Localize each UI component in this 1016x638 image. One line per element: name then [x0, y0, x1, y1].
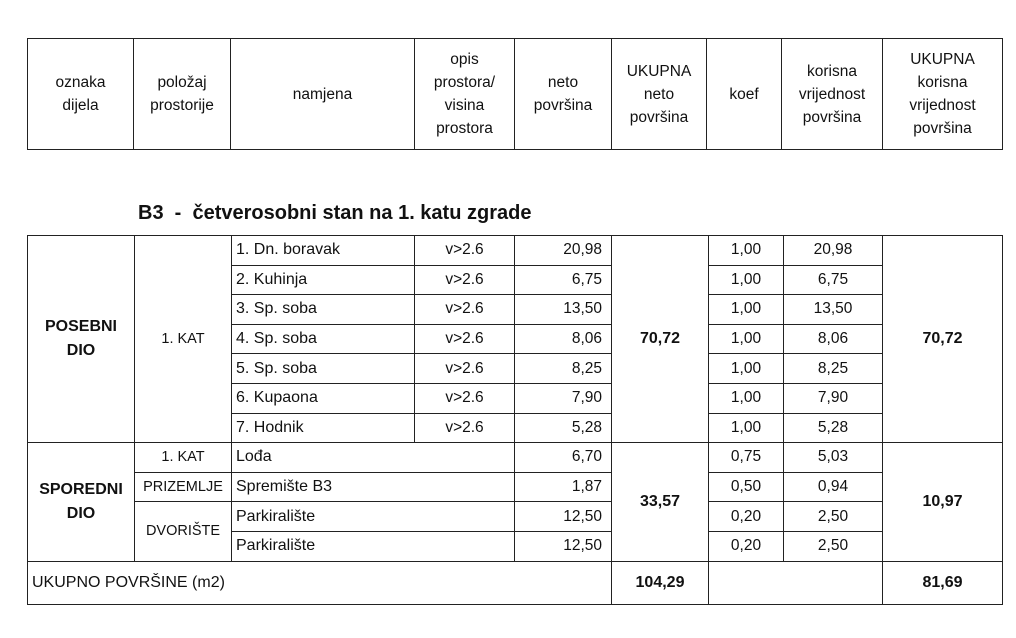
room-desc: v>2.6 — [415, 413, 515, 443]
room-name: 4. Sp. soba — [232, 324, 415, 354]
room-name: 2. Kuhinja — [232, 265, 415, 295]
room-name: Parkiralište — [232, 531, 515, 561]
room-neto: 1,87 — [515, 472, 612, 502]
table-row — [28, 502, 1003, 532]
room-korisna: 5,03 — [784, 443, 883, 473]
room-desc: v>2.6 — [415, 295, 515, 325]
unit-area-table — [27, 235, 1003, 605]
header-opis-prostora: opis prostora/ visina prostora — [415, 39, 515, 150]
room-koef: 0,50 — [709, 472, 784, 502]
room-name: 6. Kupaona — [232, 383, 415, 413]
room-desc: v>2.6 — [415, 324, 515, 354]
room-koef: 0,20 — [709, 502, 784, 532]
room-koef: 1,00 — [709, 354, 784, 384]
room-name: 1. Dn. boravak — [232, 236, 415, 266]
room-koef: 1,00 — [709, 413, 784, 443]
table-row — [28, 472, 1003, 502]
header-ukupna-neto-povrsina: UKUPNA neto površina — [612, 39, 707, 150]
room-koef: 1,00 — [709, 295, 784, 325]
room-korisna: 5,28 — [784, 413, 883, 443]
table-row — [28, 236, 1003, 266]
posebni-total-korisna: 70,72 — [883, 236, 1003, 443]
room-neto: 12,50 — [515, 531, 612, 561]
room-name: 7. Hodnik — [232, 413, 415, 443]
room-neto: 5,28 — [515, 413, 612, 443]
room-neto: 8,06 — [515, 324, 612, 354]
room-desc: v>2.6 — [415, 236, 515, 266]
room-koef: 0,20 — [709, 531, 784, 561]
grand-total-neto: 104,29 — [612, 561, 709, 604]
grand-total-blank — [709, 561, 883, 604]
room-name: Lođa — [232, 443, 515, 473]
room-name: Parkiralište — [232, 502, 515, 532]
posebni-total-neto: 70,72 — [612, 236, 709, 443]
sporedni-total-neto: 33,57 — [612, 443, 709, 561]
grand-total-korisna: 81,69 — [883, 561, 1003, 604]
room-korisna: 6,75 — [784, 265, 883, 295]
header-table — [27, 38, 1003, 150]
header-korisna-vrijednost: korisna vrijednost površina — [782, 39, 883, 150]
table-row — [28, 443, 1003, 473]
room-korisna: 2,50 — [784, 531, 883, 561]
room-name: 3. Sp. soba — [232, 295, 415, 325]
room-korisna: 8,25 — [784, 354, 883, 384]
room-desc: v>2.6 — [415, 265, 515, 295]
header-namjena: namjena — [231, 39, 415, 150]
header-neto-povrsina: neto površina — [515, 39, 612, 150]
sporedni-floor: DVORIŠTE — [135, 502, 232, 561]
room-koef: 1,00 — [709, 236, 784, 266]
room-korisna: 13,50 — [784, 295, 883, 325]
sporedni-floor: PRIZEMLJE — [135, 472, 232, 502]
room-korisna: 7,90 — [784, 383, 883, 413]
room-neto: 6,70 — [515, 443, 612, 473]
room-desc: v>2.6 — [415, 354, 515, 384]
room-korisna: 8,06 — [784, 324, 883, 354]
header-koef: koef — [707, 39, 782, 150]
room-korisna: 2,50 — [784, 502, 883, 532]
grand-total-label: UKUPNO POVRŠINE (m2) — [28, 561, 612, 604]
room-neto: 12,50 — [515, 502, 612, 532]
room-korisna: 20,98 — [784, 236, 883, 266]
room-koef: 1,00 — [709, 265, 784, 295]
sporedni-floor: 1. KAT — [135, 443, 232, 473]
room-neto: 8,25 — [515, 354, 612, 384]
room-neto: 6,75 — [515, 265, 612, 295]
room-korisna: 0,94 — [784, 472, 883, 502]
room-neto: 20,98 — [515, 236, 612, 266]
header-polozaj-prostorije: položaj prostorije — [134, 39, 231, 150]
header-ukupna-korisna-vrijednost: UKUPNA korisna vrijednost površina — [883, 39, 1003, 150]
room-name: Spremište B3 — [232, 472, 515, 502]
room-name: 5. Sp. soba — [232, 354, 415, 384]
header-oznaka-dijela: oznaka dijela — [28, 39, 134, 150]
room-koef: 0,75 — [709, 443, 784, 473]
sporedni-dio-label: SPOREDNI DIO — [28, 443, 135, 561]
room-neto: 7,90 — [515, 383, 612, 413]
section-title: B3 - četverosobni stan na 1. katu zgrade — [138, 202, 532, 224]
room-koef: 1,00 — [709, 383, 784, 413]
room-neto: 13,50 — [515, 295, 612, 325]
posebni-dio-label: POSEBNI DIO — [28, 236, 135, 443]
sporedni-total-korisna: 10,97 — [883, 443, 1003, 561]
posebni-floor: 1. KAT — [135, 236, 232, 443]
room-desc: v>2.6 — [415, 383, 515, 413]
room-koef: 1,00 — [709, 324, 784, 354]
table-row-total — [28, 561, 1003, 604]
